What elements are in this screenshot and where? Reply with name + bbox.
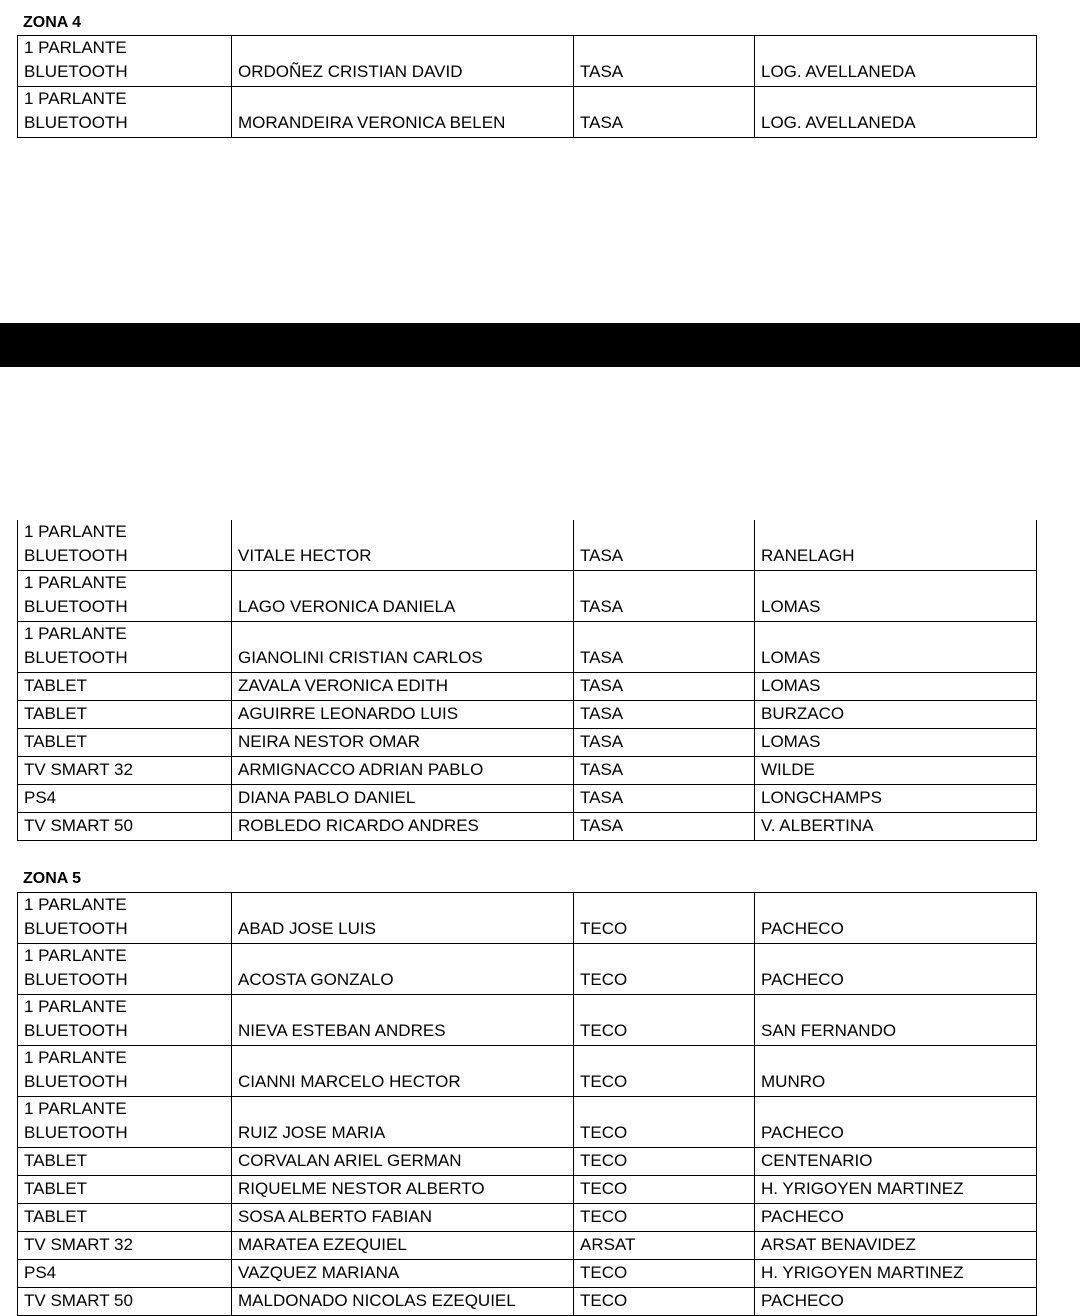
company-cell: TASA <box>574 785 755 813</box>
location-cell: LOG. AVELLANEDA <box>755 87 1037 138</box>
item-line-1: 1 PARLANTE <box>24 946 127 965</box>
table-row <box>18 729 1037 757</box>
name-cell: MARATEA EZEQUIEL <box>232 1232 574 1260</box>
item-cell <box>18 87 232 138</box>
table-row <box>18 1204 1037 1232</box>
item-line-1: 1 PARLANTE <box>24 38 127 57</box>
item-cell <box>18 944 232 995</box>
location-cell: LOG. AVELLANEDA <box>755 36 1037 87</box>
item-cell <box>18 571 232 622</box>
item-cell <box>18 995 232 1046</box>
item-line-2: BLUETOOTH <box>24 1072 128 1091</box>
company-cell: TASA <box>574 87 755 138</box>
item-cell <box>18 1148 232 1176</box>
name-cell: ABAD JOSE LUIS <box>232 893 574 944</box>
company-cell: TECO <box>574 995 755 1046</box>
name-cell: ACOSTA GONZALO <box>232 944 574 995</box>
location-cell: H. YRIGOYEN MARTINEZ <box>755 1176 1037 1204</box>
name-cell: GIANOLINI CRISTIAN CARLOS <box>232 622 574 673</box>
table-row <box>18 995 1037 1046</box>
company-cell: ARSAT <box>574 1232 755 1260</box>
company-cell: TECO <box>574 1204 755 1232</box>
item-line-1: TV SMART 50 <box>24 816 133 835</box>
item-cell <box>18 673 232 701</box>
company-cell: TECO <box>574 1097 755 1148</box>
location-cell: LONGCHAMPS <box>755 785 1037 813</box>
table-row <box>18 520 1037 571</box>
item-line-2: BLUETOOTH <box>24 597 128 616</box>
name-cell: CIANNI MARCELO HECTOR <box>232 1046 574 1097</box>
item-line-2: BLUETOOTH <box>24 919 128 938</box>
table-row <box>18 757 1037 785</box>
table-row <box>18 944 1037 995</box>
location-cell: PACHECO <box>755 893 1037 944</box>
item-line-1: TABLET <box>24 1207 87 1226</box>
location-cell: LOMAS <box>755 673 1037 701</box>
table-row <box>18 87 1037 138</box>
item-line-2: BLUETOOTH <box>24 648 128 667</box>
item-line-1: PS4 <box>24 1263 57 1282</box>
location-cell: PACHECO <box>755 1204 1037 1232</box>
name-cell: RUIZ JOSE MARIA <box>232 1097 574 1148</box>
name-cell: VITALE HECTOR <box>232 520 574 571</box>
item-cell <box>18 520 232 571</box>
location-cell: LOMAS <box>755 622 1037 673</box>
item-line-1: TV SMART 32 <box>24 1235 133 1254</box>
item-line-1: 1 PARLANTE <box>24 997 127 1016</box>
item-line-2: BLUETOOTH <box>24 113 128 132</box>
item-line-1: TABLET <box>24 676 87 695</box>
location-cell: CENTENARIO <box>755 1148 1037 1176</box>
item-cell <box>18 1232 232 1260</box>
table-row <box>18 893 1037 944</box>
location-cell: PACHECO <box>755 944 1037 995</box>
item-cell <box>18 1260 232 1288</box>
item-line-1: TABLET <box>24 1151 87 1170</box>
company-cell: TASA <box>574 729 755 757</box>
item-cell <box>18 1097 232 1148</box>
item-cell <box>18 1046 232 1097</box>
company-cell: TASA <box>574 622 755 673</box>
item-line-1: TV SMART 50 <box>24 1291 133 1310</box>
item-line-2: BLUETOOTH <box>24 1021 128 1040</box>
item-line-2: BLUETOOTH <box>24 1123 128 1142</box>
table-row <box>18 1097 1037 1148</box>
item-cell <box>18 729 232 757</box>
name-cell: MORANDEIRA VERONICA BELEN <box>232 87 574 138</box>
company-cell: TECO <box>574 1148 755 1176</box>
item-line-1: 1 PARLANTE <box>24 1099 127 1118</box>
company-cell: TASA <box>574 673 755 701</box>
name-cell: SOSA ALBERTO FABIAN <box>232 1204 574 1232</box>
location-cell: V. ALBERTINA <box>755 813 1037 841</box>
company-cell: TECO <box>574 1176 755 1204</box>
name-cell: DIANA PABLO DANIEL <box>232 785 574 813</box>
name-cell: ARMIGNACCO ADRIAN PABLO <box>232 757 574 785</box>
item-line-2: BLUETOOTH <box>24 970 128 989</box>
company-cell: TASA <box>574 813 755 841</box>
company-cell: TASA <box>574 701 755 729</box>
location-cell: RANELAGH <box>755 520 1037 571</box>
zona-5-table <box>17 892 1037 1316</box>
company-cell: TECO <box>574 1046 755 1097</box>
location-cell: PACHECO <box>755 1288 1037 1316</box>
name-cell: NIEVA ESTEBAN ANDRES <box>232 995 574 1046</box>
table-row <box>18 1176 1037 1204</box>
location-cell: PACHECO <box>755 1097 1037 1148</box>
location-cell: BURZACO <box>755 701 1037 729</box>
table-row <box>18 622 1037 673</box>
item-line-1: 1 PARLANTE <box>24 1048 127 1067</box>
company-cell: TECO <box>574 1288 755 1316</box>
item-line-2: BLUETOOTH <box>24 62 128 81</box>
item-line-2: BLUETOOTH <box>24 546 128 565</box>
company-cell: TASA <box>574 571 755 622</box>
zona-4-title: ZONA 4 <box>23 14 82 31</box>
zona-5-title: ZONA 5 <box>23 870 82 887</box>
location-cell: SAN FERNANDO <box>755 995 1037 1046</box>
item-line-1: 1 PARLANTE <box>24 624 127 643</box>
item-cell <box>18 893 232 944</box>
table-row <box>18 1046 1037 1097</box>
company-cell: TECO <box>574 944 755 995</box>
item-cell <box>18 36 232 87</box>
item-cell <box>18 1204 232 1232</box>
location-cell: H. YRIGOYEN MARTINEZ <box>755 1260 1037 1288</box>
item-line-1: 1 PARLANTE <box>24 89 127 108</box>
table-row <box>18 1260 1037 1288</box>
item-cell <box>18 757 232 785</box>
table-row <box>18 36 1037 87</box>
item-line-1: TV SMART 32 <box>24 760 133 779</box>
name-cell: CORVALAN ARIEL GERMAN <box>232 1148 574 1176</box>
table-row <box>18 1148 1037 1176</box>
table-row <box>18 813 1037 841</box>
company-cell: TASA <box>574 36 755 87</box>
name-cell: VAZQUEZ MARIANA <box>232 1260 574 1288</box>
location-cell: LOMAS <box>755 571 1037 622</box>
location-cell: ARSAT BENAVIDEZ <box>755 1232 1037 1260</box>
name-cell: MALDONADO NICOLAS EZEQUIEL <box>232 1288 574 1316</box>
redaction-bar <box>0 323 1080 367</box>
table-row <box>18 673 1037 701</box>
item-line-1: 1 PARLANTE <box>24 573 127 592</box>
table-row <box>18 701 1037 729</box>
company-cell: TECO <box>574 1260 755 1288</box>
item-cell <box>18 813 232 841</box>
name-cell: ROBLEDO RICARDO ANDRES <box>232 813 574 841</box>
company-cell: TASA <box>574 520 755 571</box>
table-row <box>18 785 1037 813</box>
table-row <box>18 1288 1037 1316</box>
company-cell: TECO <box>574 893 755 944</box>
item-line-1: TABLET <box>24 704 87 723</box>
name-cell: RIQUELME NESTOR ALBERTO <box>232 1176 574 1204</box>
name-cell: ZAVALA VERONICA EDITH <box>232 673 574 701</box>
item-cell <box>18 1176 232 1204</box>
item-line-1: TABLET <box>24 732 87 751</box>
name-cell: AGUIRRE LEONARDO LUIS <box>232 701 574 729</box>
item-cell <box>18 622 232 673</box>
item-line-1: PS4 <box>24 788 57 807</box>
location-cell: LOMAS <box>755 729 1037 757</box>
item-cell <box>18 701 232 729</box>
middle-table <box>17 520 1037 841</box>
item-cell <box>18 785 232 813</box>
company-cell: TASA <box>574 757 755 785</box>
location-cell: WILDE <box>755 757 1037 785</box>
name-cell: ORDOÑEZ CRISTIAN DAVID <box>232 36 574 87</box>
item-cell <box>18 1288 232 1316</box>
name-cell: NEIRA NESTOR OMAR <box>232 729 574 757</box>
item-line-1: 1 PARLANTE <box>24 522 127 541</box>
item-line-1: 1 PARLANTE <box>24 895 127 914</box>
table-row <box>18 571 1037 622</box>
table-row <box>18 1232 1037 1260</box>
zona-4-table <box>17 35 1037 138</box>
name-cell: LAGO VERONICA DANIELA <box>232 571 574 622</box>
item-line-1: TABLET <box>24 1179 87 1198</box>
location-cell: MUNRO <box>755 1046 1037 1097</box>
